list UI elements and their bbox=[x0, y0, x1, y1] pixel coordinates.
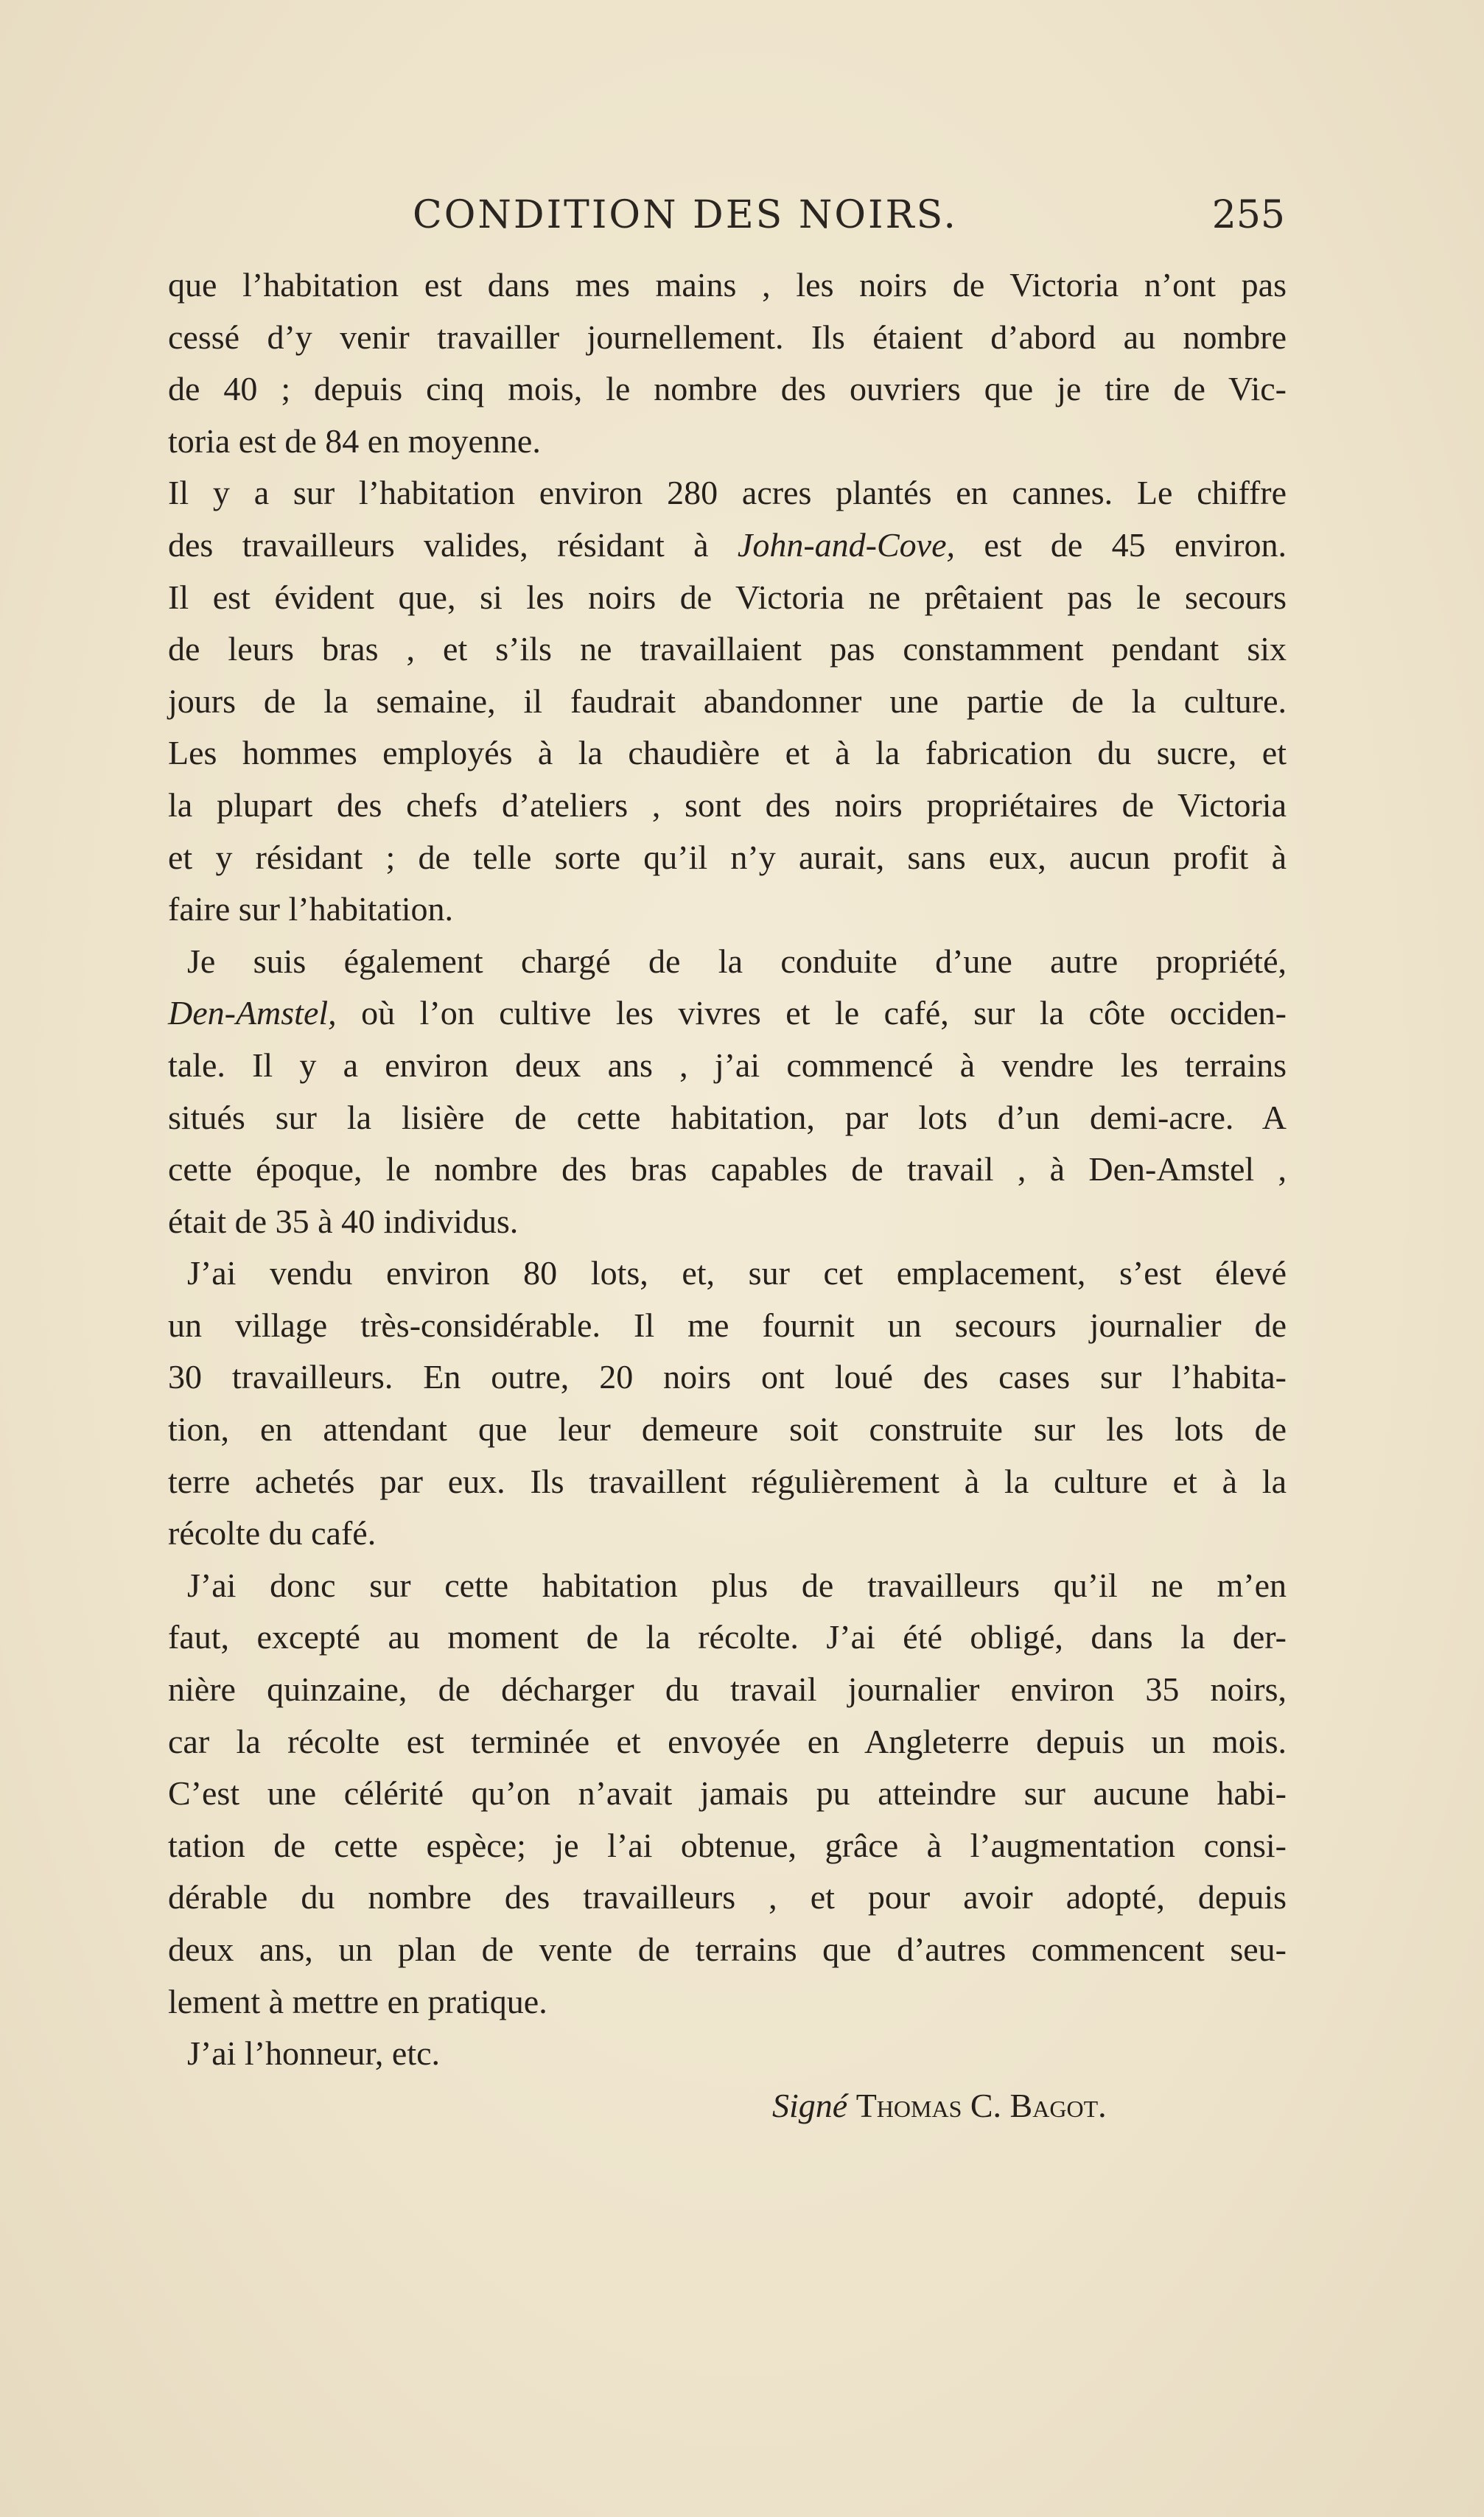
text-line bbox=[168, 987, 1287, 1040]
text-line: de leurs bras , et s’ils ne travaillaient pas constamment pendant six bbox=[168, 630, 1287, 668]
text-line: Les hommes employés à la chaudière et à la fabrication du sucre, et bbox=[168, 734, 1287, 772]
text-segment: où l’on cultive les vivres et le café, sur la côte occiden- bbox=[361, 994, 1287, 1032]
running-head: CONDITION DES NOIRS. bbox=[413, 193, 958, 237]
text-line: cessé d’y venir travailler journellement. Ils étaient d’abord au nombre bbox=[168, 318, 1287, 356]
page-header bbox=[169, 193, 1285, 252]
italic-place-name: John-and-Cove, bbox=[737, 525, 955, 564]
signatory-name: Thomas C. Bagot. bbox=[855, 2086, 1107, 2124]
text-line: C’est une célérité qu’on n’avait jamais pu atteindre sur aucune habi- bbox=[168, 1774, 1287, 1813]
text-line: récolte du café. bbox=[168, 1514, 377, 1552]
text-line: situés sur la lisière de cette habitation, par lots d’un demi-acre. A bbox=[168, 1098, 1287, 1136]
text-line: terre achetés par eux. Ils travaillent régulièrement à la culture et à la bbox=[168, 1462, 1287, 1500]
text-line: Il y a sur l’habitation environ 280 acres plantés en cannes. Le chiffre bbox=[168, 474, 1287, 512]
text-line: Il est évident que, si les noirs de Victoria ne prêtaient pas le secours bbox=[168, 578, 1287, 616]
text-line: car la récolte est terminée et envoyée en Angleterre depuis un mois. bbox=[168, 1722, 1287, 1760]
text-line: et y résidant ; de telle sorte qu’il n’y aurait, sans eux, aucun profit à bbox=[168, 838, 1287, 876]
text-line: nière quinzaine, de décharger du travail journalier environ 35 noirs, bbox=[168, 1670, 1287, 1709]
page-number: 255 bbox=[1211, 193, 1285, 237]
text-line: 30 travailleurs. En outre, 20 noirs ont loué des cases sur l’habita- bbox=[168, 1358, 1287, 1396]
text-line: la plupart des chefs d’ateliers , sont des noirs propriétaires de Victoria bbox=[168, 785, 1287, 824]
text-line: J’ai vendu environ 80 lots, et, sur cet emplacement, s’est élevé bbox=[187, 1254, 1287, 1292]
text-line: tion, en attendant que leur demeure soit construite sur les lots de bbox=[168, 1410, 1287, 1449]
text-line: deux ans, un plan de vente de terrains que d’autres commencent seu- bbox=[168, 1930, 1287, 1968]
text-line: faire sur l’habitation. bbox=[168, 890, 454, 928]
text-segment: est de 45 environ. bbox=[984, 525, 1287, 564]
text-line: toria est de 84 en moyenne. bbox=[168, 421, 541, 460]
text-line: dérable du nombre des travailleurs , et pour avoir adopté, depuis bbox=[168, 1878, 1287, 1916]
text-line: cette époque, le nombre des bras capables de travail , à Den-Amstel , bbox=[168, 1150, 1287, 1189]
text-segment: des travailleurs valides, résidant à bbox=[168, 525, 709, 564]
signe-label: Signé bbox=[772, 2086, 848, 2124]
text-line bbox=[168, 519, 1287, 572]
text-line: jours de la semaine, il faudrait abandonner une partie de la culture. bbox=[168, 682, 1287, 720]
text-line: J’ai donc sur cette habitation plus de travailleurs qu’il ne m’en bbox=[187, 1566, 1287, 1604]
text-line: tale. Il y a environ deux ans , j’ai commencé à vendre les terrains bbox=[168, 1046, 1287, 1084]
text-line: tation de cette espèce; je l’ai obtenue, grâce à l’augmentation consi- bbox=[168, 1826, 1287, 1864]
body-text bbox=[168, 259, 1287, 2132]
italic-place-name: Den-Amstel, bbox=[168, 994, 337, 1032]
text-line: de 40 ; depuis cinq mois, le nombre des ouvriers que je tire de Vic- bbox=[168, 370, 1287, 408]
text-line: Je suis également chargé de la conduite d’une autre propriété, bbox=[187, 942, 1287, 980]
text-line: un village très-considérable. Il me fournit un secours journalier de bbox=[168, 1306, 1287, 1344]
signature-line bbox=[168, 2080, 1287, 2132]
text-line: lement à mettre en pratique. bbox=[168, 1982, 547, 2020]
text-line: faut, excepté au moment de la récolte. J’ai été obligé, dans la der- bbox=[168, 1618, 1287, 1656]
text-line: était de 35 à 40 individus. bbox=[168, 1202, 519, 1240]
closing-formula: J’ai l’honneur, etc. bbox=[187, 2034, 441, 2073]
text-line: que l’habitation est dans mes mains , les noirs de Victoria n’ont pas bbox=[168, 266, 1287, 304]
